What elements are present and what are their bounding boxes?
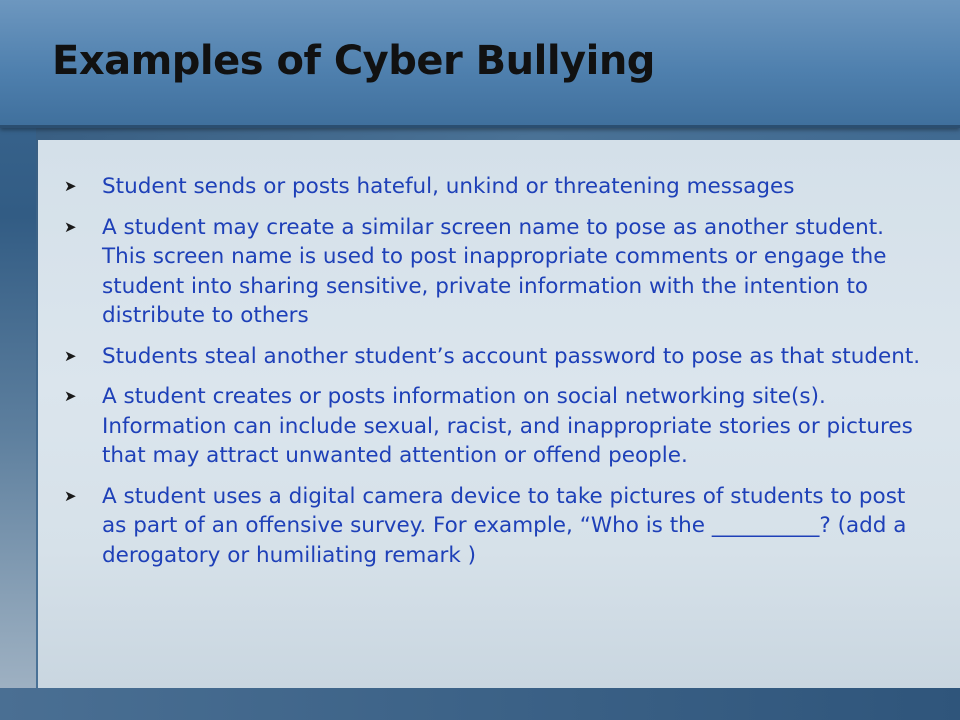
bullet-text: Students steal another student’s account password to pose as that student. — [102, 343, 921, 369]
bottom-decorative-strip — [0, 688, 960, 720]
bullet-item — [64, 342, 924, 372]
bullet-text: A student uses a digital camera device to take pictures of students to post as part of an offensive survey. For example, “Who is the __________? (add a derogatory or humiliating remark ) — [102, 483, 907, 568]
bullet-item — [64, 382, 924, 471]
bullet-item — [64, 482, 924, 571]
background-watermark-texture: ​ — [670, 560, 686, 635]
bullet-item — [64, 213, 924, 331]
arrowhead-bullet-icon: ➤ — [64, 217, 77, 236]
arrowhead-bullet-icon: ➤ — [64, 346, 77, 365]
bullet-item — [64, 172, 924, 202]
bullet-text: Student sends or posts hateful, unkind or threatening messages — [102, 174, 795, 199]
arrowhead-bullet-icon: ➤ — [64, 387, 77, 405]
slide-title: Examples of Cyber Bullying — [52, 38, 655, 84]
bullet-text: A student may create a similar screen name to pose as another student. This screen name is used to post inappropriate comments or engage the student into sharing sensitive, private information with the intention to distribute to others — [102, 214, 887, 328]
bullet-text: A student creates or posts information on social networking site(s). Information can include sexual, racist, and inappropriate stories or pictures that may attract unwanted attention or offend people. — [102, 384, 913, 468]
arrowhead-bullet-icon: ➤ — [64, 486, 77, 505]
arrowhead-bullet-icon: ➤ — [64, 177, 77, 195]
bullet-list — [64, 172, 924, 581]
